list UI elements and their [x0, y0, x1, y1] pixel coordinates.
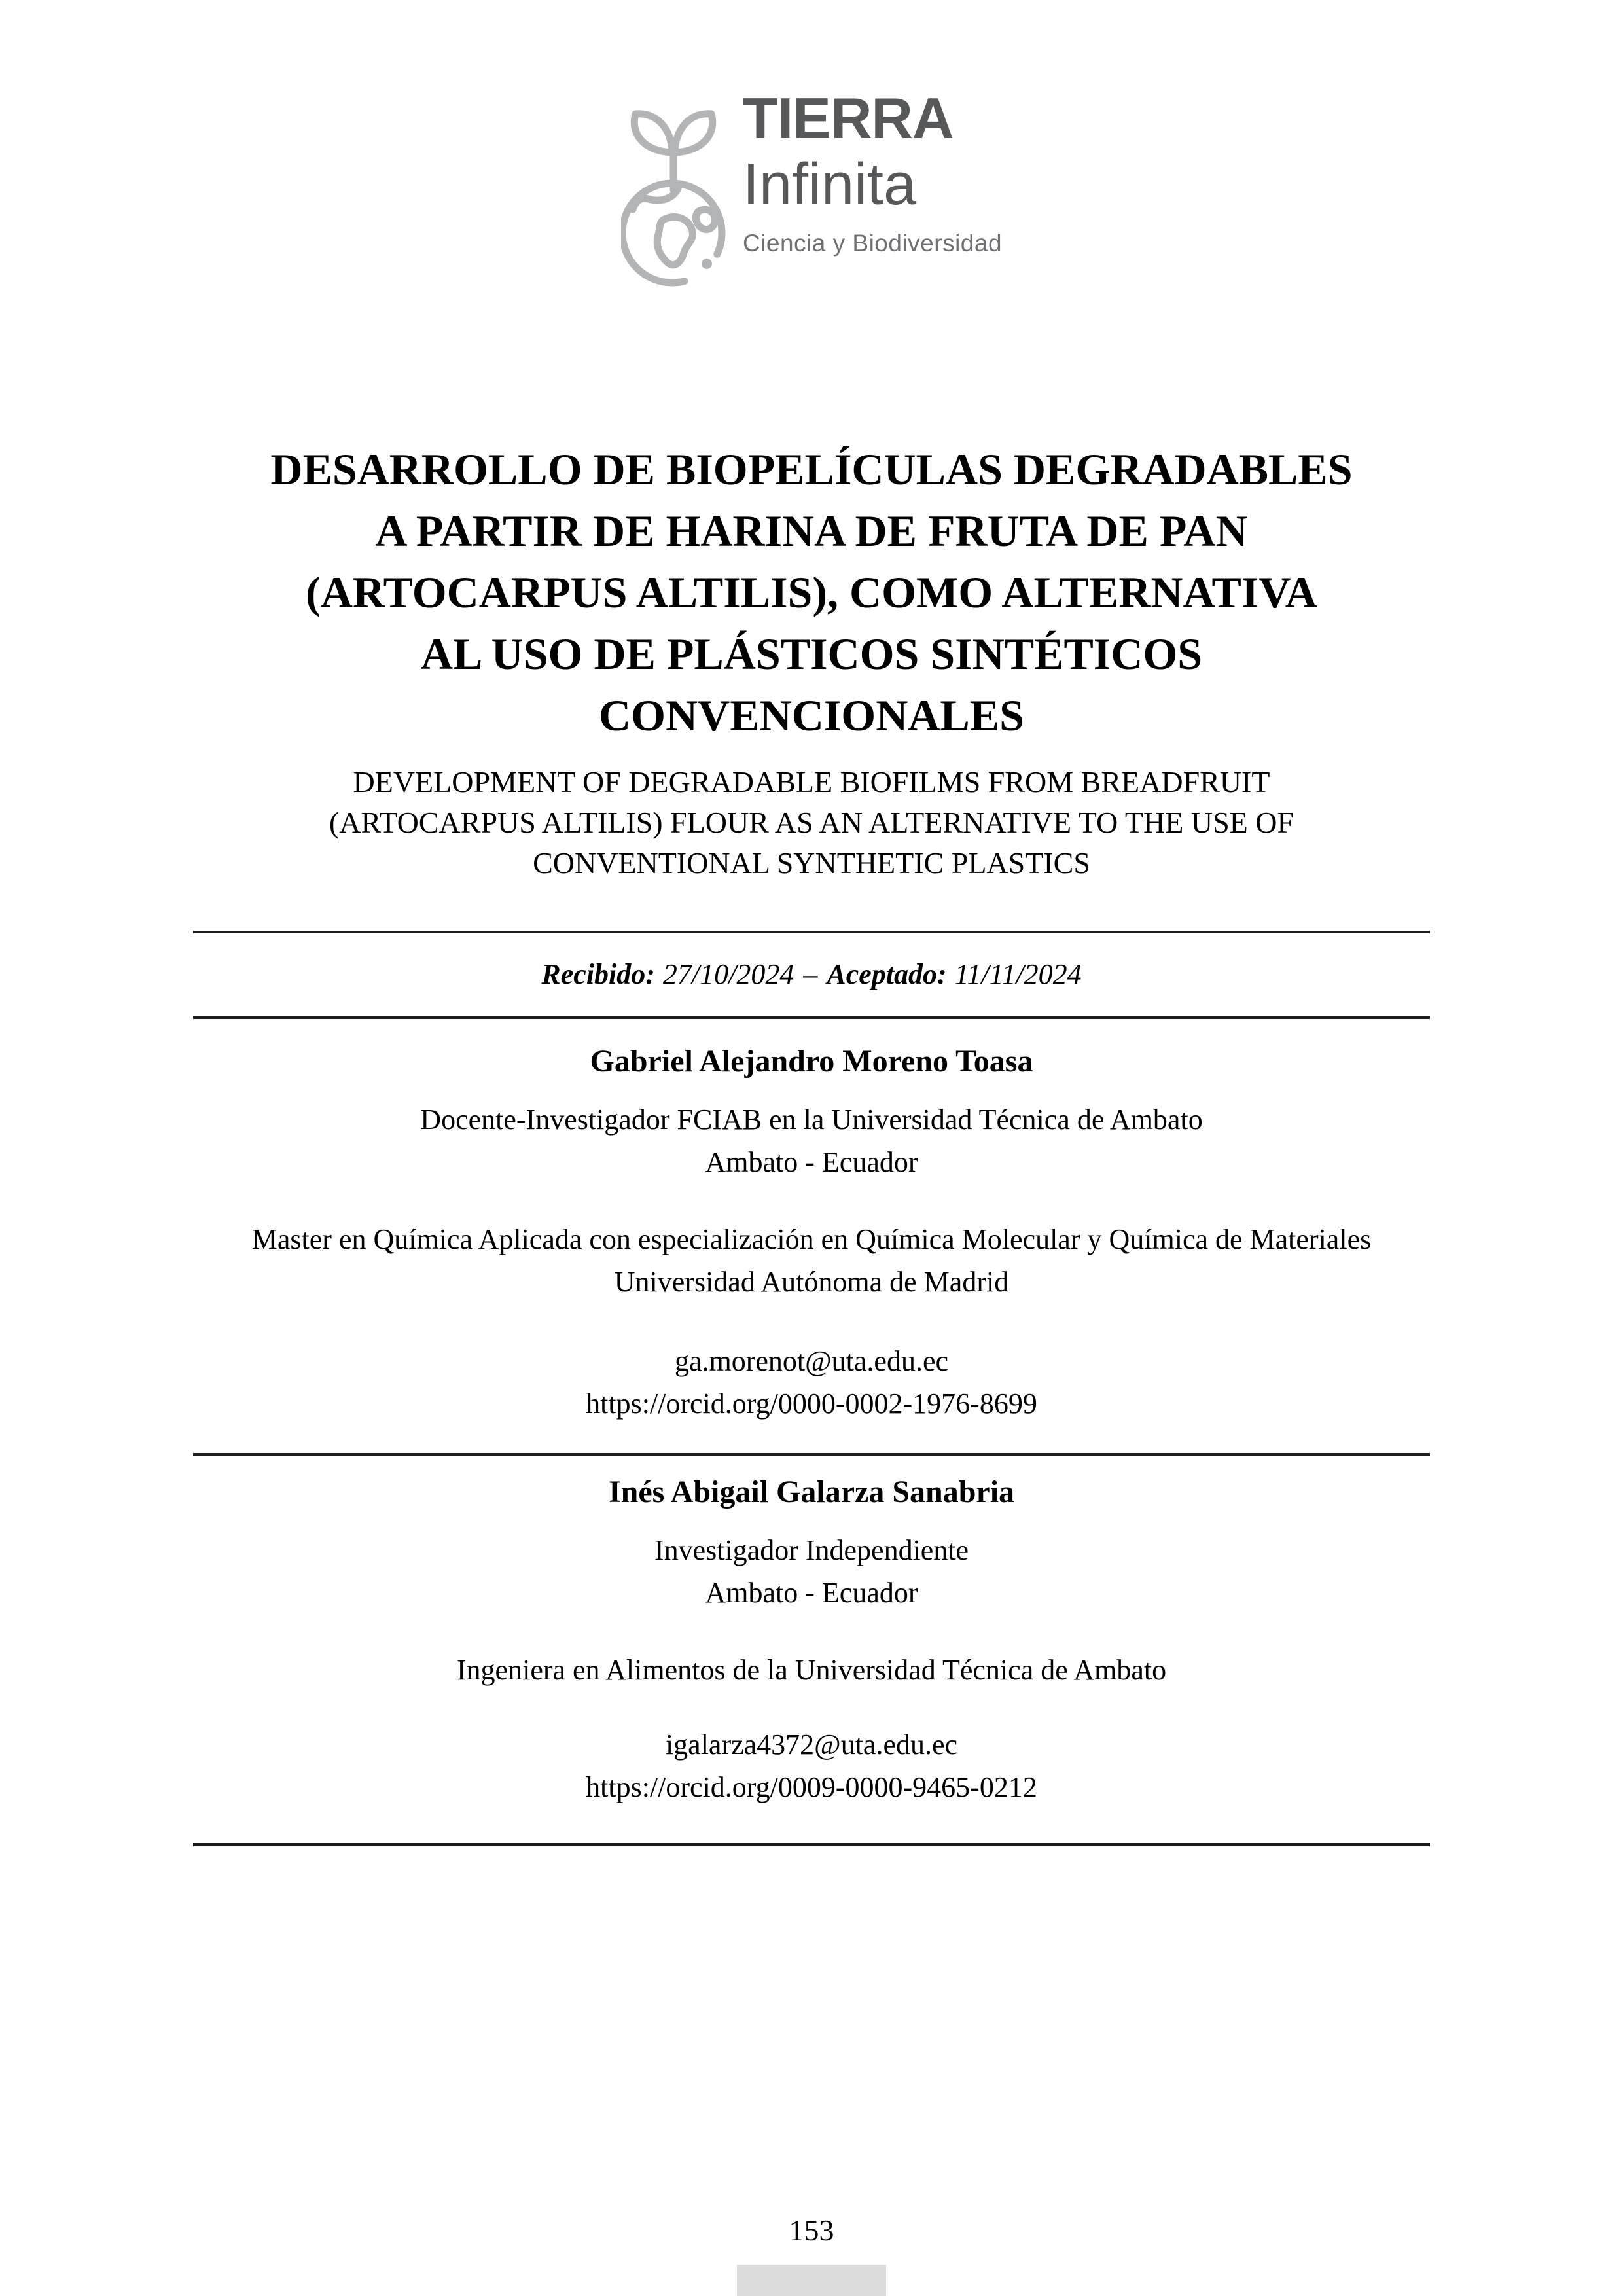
logo-brand-infinita: Infinita: [742, 152, 917, 217]
received-label: Recibido:: [541, 958, 655, 990]
divider-after-dates: [193, 1016, 1430, 1019]
logo-brand-tierra: TIERRA: [742, 86, 954, 151]
author-1-email[interactable]: ga.morenot@uta.edu.ec: [674, 1345, 949, 1377]
author-1-credentials-line: Universidad Autónoma de Madrid: [614, 1266, 1009, 1298]
accepted-label: Aceptado:: [827, 958, 947, 990]
author-2-affiliation-line: Ambato - Ecuador: [705, 1577, 918, 1609]
title-es-line: (ARTOCARPUS ALTILIS), COMO ALTERNATIVA: [306, 567, 1317, 617]
author-2-contact: [183, 1723, 1440, 1808]
author-1-credentials: [183, 1218, 1440, 1303]
journal-logo: [0, 0, 1623, 287]
author-2-credentials: [183, 1649, 1440, 1691]
sprout-globe-icon: [621, 90, 726, 287]
author-2-email[interactable]: igalarza4372@uta.edu.ec: [665, 1729, 958, 1761]
page-number: 153: [789, 2214, 834, 2247]
title-es-line: AL USO DE PLÁSTICOS SINTÉTICOS: [420, 629, 1203, 679]
author-2-affiliation: [183, 1529, 1440, 1614]
author-1-credentials-line: Master en Química Aplicada con especialización en Química Molecular y Química de Materiales: [251, 1223, 1372, 1255]
author-2-name: Inés Abigail Galarza Sanabria: [608, 1475, 1015, 1509]
author-1-affiliation: [183, 1098, 1440, 1183]
title-en-line: DEVELOPMENT OF DEGRADABLE BIOFILMS FROM BREADFRUIT: [353, 765, 1270, 798]
title-es-line: A PARTIR DE HARINA DE FRUTA DE PAN: [375, 506, 1248, 556]
footer-highlight-bar: [737, 2265, 886, 2296]
globe-dot: [702, 259, 712, 269]
author-1-affiliation-line: Docente-Investigador FCIAB en la Universidad Técnica de Ambato: [420, 1103, 1203, 1136]
author-2-orcid-link[interactable]: https://orcid.org/0009-0000-9465-0212: [586, 1771, 1037, 1803]
title-es-line: CONVENCIONALES: [599, 691, 1024, 740]
author-1-contact: [183, 1340, 1440, 1425]
article-title-en: [183, 762, 1440, 884]
author-1-affiliation-line: Ambato - Ecuador: [705, 1146, 918, 1178]
logo-tagline: Ciencia y Biodiversidad: [742, 230, 1003, 257]
title-es-line: DESARROLLO DE BIOPELÍCULAS DEGRADABLES: [270, 444, 1353, 494]
article-title-es: [183, 439, 1440, 746]
author-2-credentials-line: Ingeniera en Alimentos de la Universidad Técnica de Ambato: [456, 1654, 1167, 1686]
divider-between-authors: [193, 1453, 1430, 1456]
received-accepted-line: [183, 933, 1440, 1016]
author-1-name: Gabriel Alejandro Moreno Toasa: [590, 1044, 1033, 1079]
dates-separator: –: [803, 958, 818, 990]
title-en-line: (ARTOCARPUS ALTILIS) FLOUR AS AN ALTERNATIVE TO THE USE OF: [329, 806, 1294, 839]
article-header: [183, 439, 1440, 2248]
author-2-affiliation-line: Investigador Independiente: [654, 1534, 969, 1566]
received-date: 27/10/2024: [662, 958, 794, 990]
accepted-date: 11/11/2024: [954, 958, 1082, 990]
author-1-orcid-link[interactable]: https://orcid.org/0000-0002-1976-8699: [586, 1388, 1037, 1420]
logo-wordmark: [742, 86, 1003, 258]
title-en-line: CONVENTIONAL SYNTHETIC PLASTICS: [533, 846, 1090, 880]
divider-bottom: [193, 1843, 1430, 1846]
